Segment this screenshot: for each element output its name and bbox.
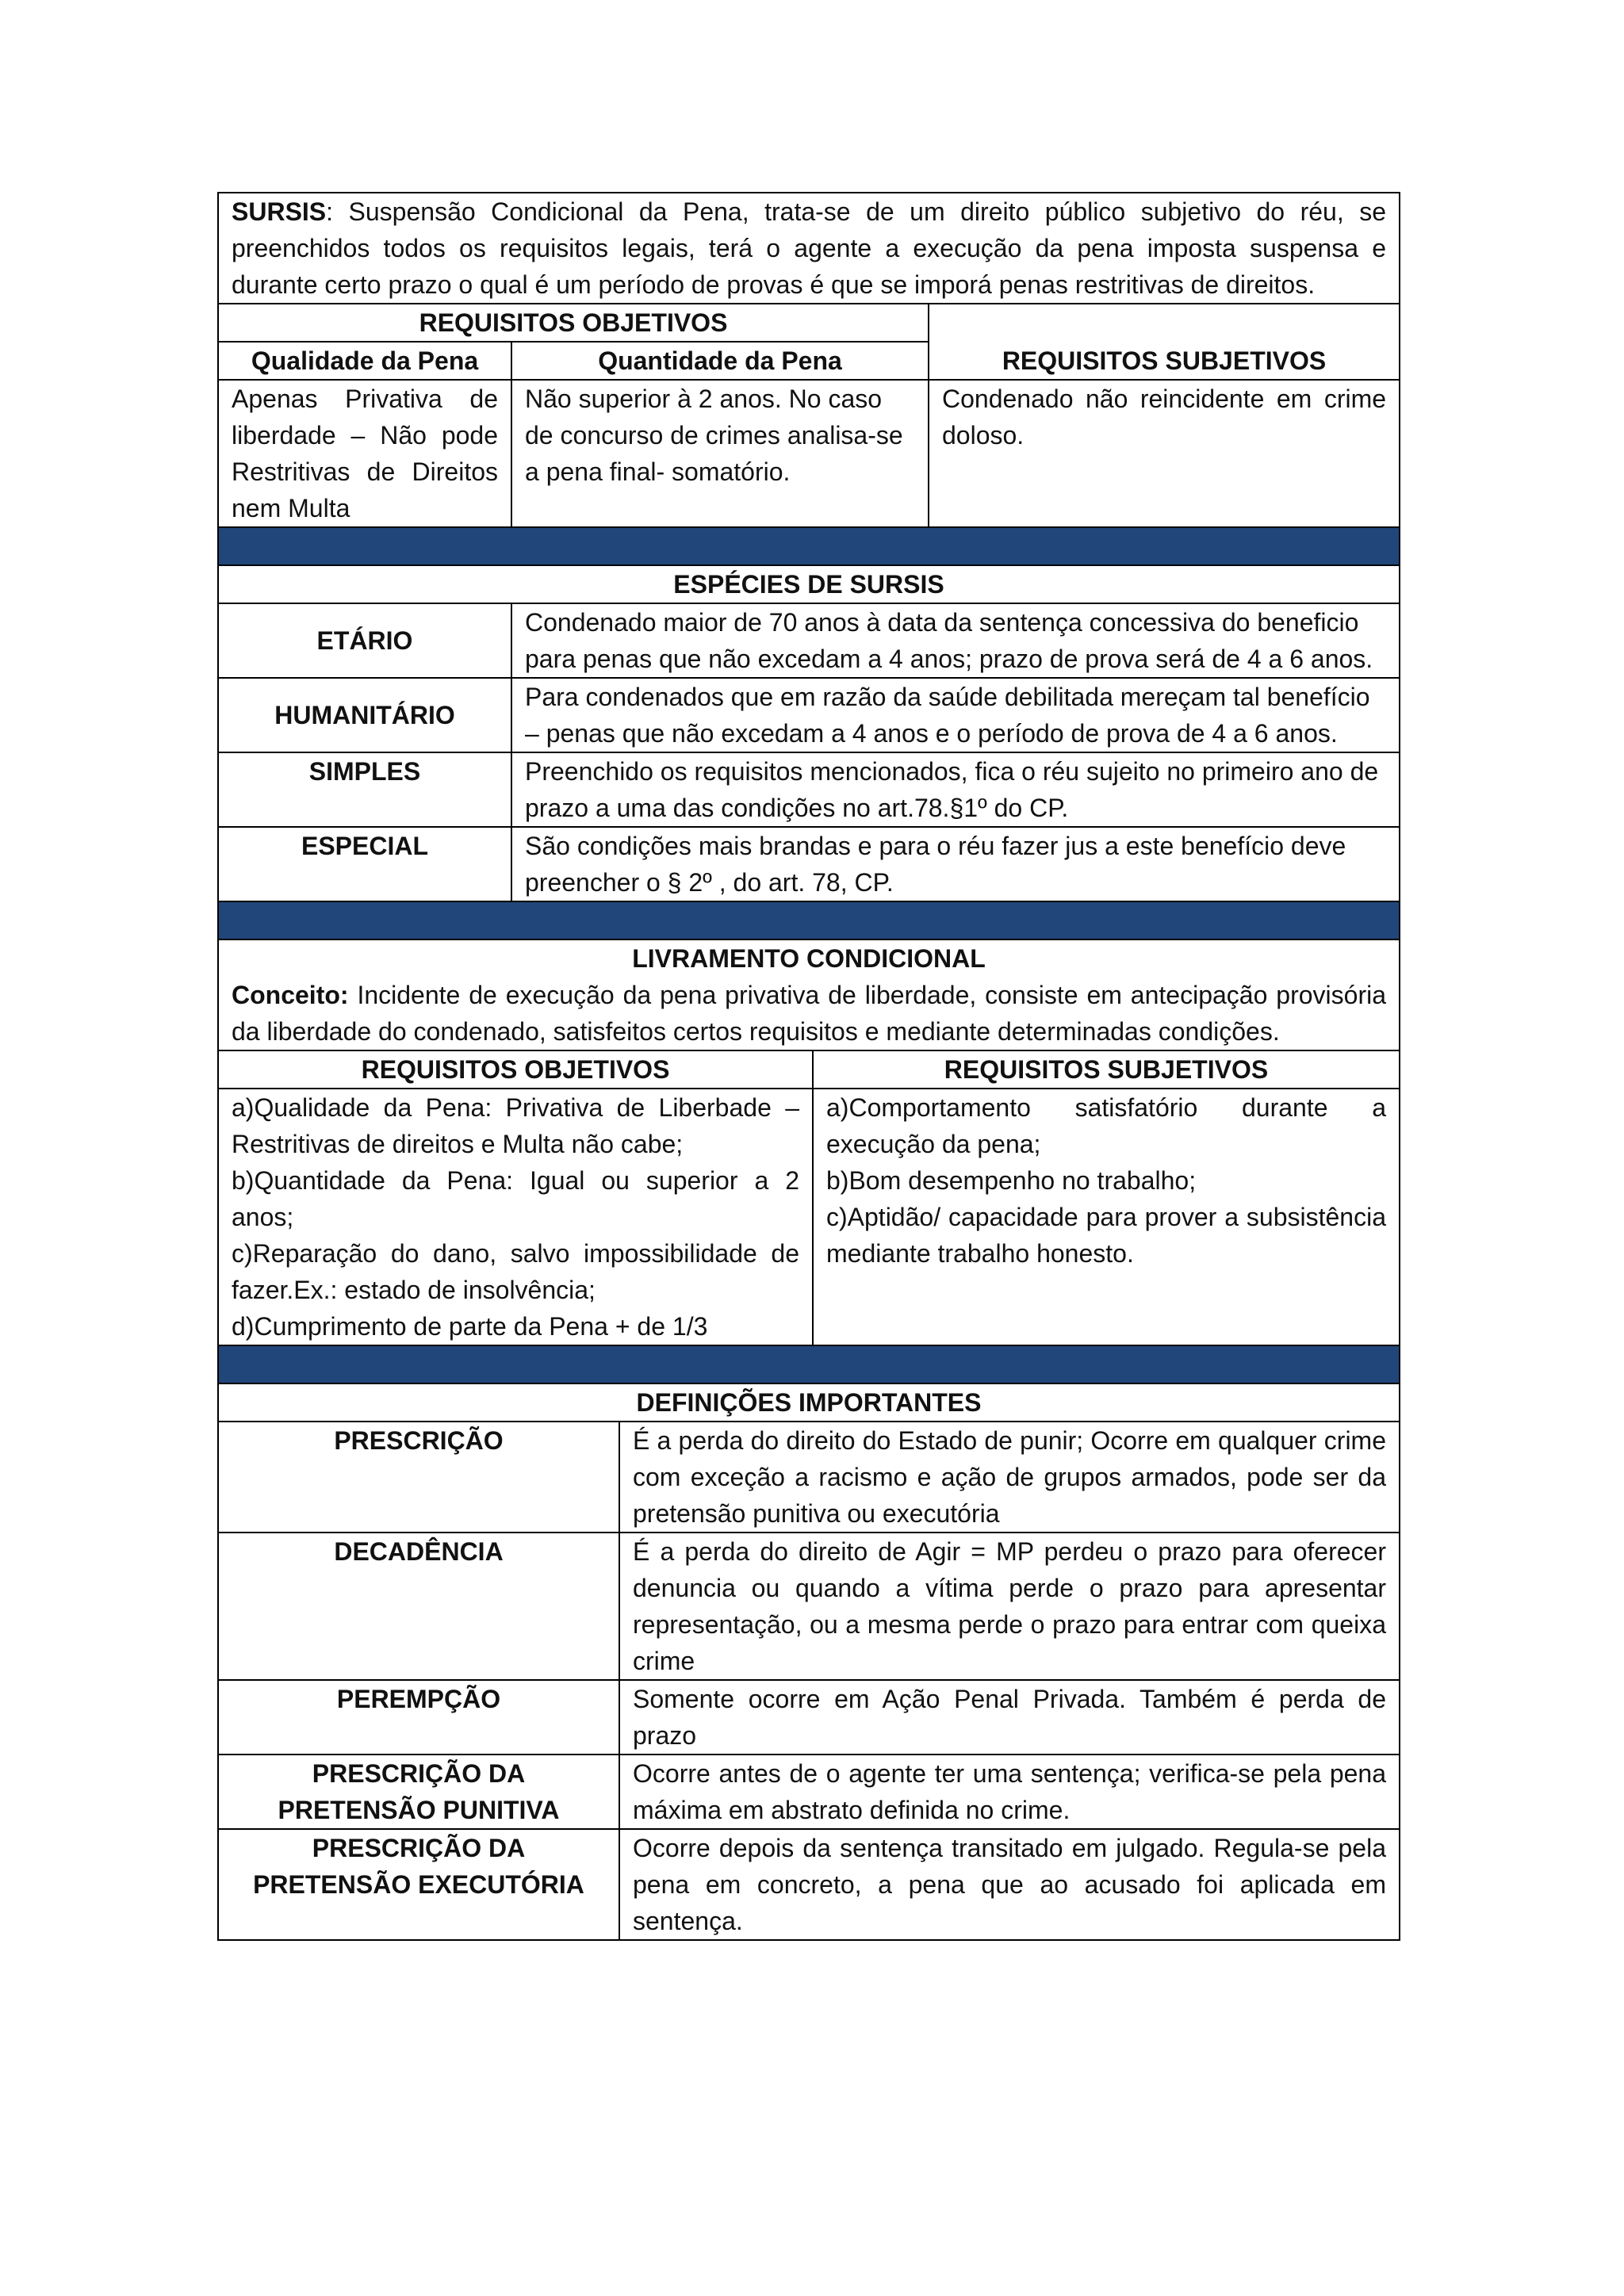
definitions-title: DEFINIÇÕES IMPORTANTES [218, 1383, 1400, 1422]
quantity-header: Quantidade da Pena [511, 342, 929, 380]
definition-text: É a perda do direito do Estado de punir; Ocorre em qualquer crime com exceção a racismo e ação de grupos armados, pode ser da pretensão punitiva ou executória [619, 1422, 1400, 1533]
definition-row [218, 1829, 1400, 1940]
definition-term: DECADÊNCIA [218, 1533, 619, 1680]
list-item: d)Cumprimento de parte da Pena + de 1/3 [232, 1312, 708, 1341]
definition-text: Ocorre antes de o agente ter uma sentença; verifica-se pela pena máxima em abstrato definida no crime. [619, 1755, 1400, 1829]
sursis-term: SURSIS [232, 197, 327, 226]
species-name: ETÁRIO [218, 603, 511, 678]
quality-text: Apenas Privativa de liberdade – Não pode Restritivas de Direitos nem Multa [218, 380, 511, 527]
list-item: a)Comportamento satisfatório durante a execução da pena; [826, 1093, 1386, 1158]
definition-row [218, 1422, 1400, 1533]
section-divider [218, 1345, 1400, 1383]
species-row [218, 752, 1400, 827]
definition-text: Somente ocorre em Ação Penal Privada. Também é perda de prazo [619, 1680, 1400, 1755]
species-name: ESPECIAL [218, 827, 511, 901]
definitions-table [217, 1345, 1400, 1941]
species-name: HUMANITÁRIO [218, 678, 511, 752]
livramento-subjective-list [813, 1089, 1400, 1345]
species-text: Para condenados que em razão da saúde debilitada mereçam tal benefício – penas que não excedam a 4 anos e o período de prova de 4 a 6 anos. [511, 678, 1400, 752]
section-divider [218, 901, 1400, 939]
livramento-table [217, 901, 1400, 1346]
sursis-definition [218, 193, 1400, 304]
subjective-requirements-header: REQUISITOS SUBJETIVOS [929, 304, 1400, 380]
concept-label: Conceito: [232, 981, 349, 1009]
definition-term: PRESCRIÇÃO DA PRETENSÃO EXECUTÓRIA [218, 1829, 619, 1940]
definition-term: PRESCRIÇÃO DA PRETENSÃO PUNITIVA [218, 1755, 619, 1829]
species-text: Preenchido os requisitos mencionados, fica o réu sujeito no primeiro ano de prazo a uma das condições no art.78.§1º do CP. [511, 752, 1400, 827]
definition-text: Ocorre depois da sentença transitado em julgado. Regula-se pela pena em concreto, a pena que ao acusado foi aplicada em sentença. [619, 1829, 1400, 1940]
list-item: b)Bom desempenho no trabalho; [826, 1166, 1197, 1195]
species-text: Condenado maior de 70 anos à data da sentença concessiva do beneficio para penas que não excedam a 4 anos; prazo de prova será de 4 a 6 anos. [511, 603, 1400, 678]
livramento-objective-header: REQUISITOS OBJETIVOS [218, 1050, 813, 1089]
livramento-title: LIVRAMENTO CONDICIONAL [632, 944, 986, 973]
list-item: c)Reparação do dano, salvo impossibilidade de fazer.Ex.: estado de insolvência; [232, 1239, 799, 1304]
definition-text: É a perda do direito de Agir = MP perdeu o prazo para oferecer denuncia ou quando a vítima perde o prazo para apresentar representação, ou a mesma perde o prazo para entrar com queixa crime [619, 1533, 1400, 1680]
definition-row [218, 1755, 1400, 1829]
summary-sheet [217, 192, 1399, 1941]
concept-text: Incidente de execução da pena privativa de liberdade, consiste em antecipação provisória da liberdade do condenado, satisfeitos certos requisitos e mediante determinadas condições. [232, 981, 1386, 1046]
species-name: SIMPLES [218, 752, 511, 827]
list-item: a)Qualidade da Pena: Privativa de Liberbade – Restritivas de direitos e Multa não cabe; [232, 1093, 799, 1158]
subjective-text: Condenado não reincidente em crime doloso. [929, 380, 1400, 527]
definition-term: PRESCRIÇÃO [218, 1422, 619, 1533]
list-item: b)Quantidade da Pena: Igual ou superior a 2 anos; [232, 1166, 799, 1231]
species-row [218, 603, 1400, 678]
livramento-subjective-header: REQUISITOS SUBJETIVOS [813, 1050, 1400, 1089]
livramento-concept [218, 939, 1400, 1050]
definition-row [218, 1533, 1400, 1680]
section-divider [218, 527, 1400, 565]
species-title: ESPÉCIES DE SURSIS [218, 565, 1400, 603]
list-item: c)Aptidão/ capacidade para prover a subsistência mediante trabalho honesto. [826, 1203, 1386, 1268]
species-text: São condições mais brandas e para o réu fazer jus a este benefício deve preencher o § 2º , do art. 78, CP. [511, 827, 1400, 901]
quantity-text: Não superior à 2 anos. No caso de concurso de crimes analisa-se a pena final- somatório. [511, 380, 929, 527]
species-table [217, 526, 1400, 902]
species-row [218, 678, 1400, 752]
quality-header: Qualidade da Pena [218, 342, 511, 380]
sursis-definition-text: : Suspensão Condicional da Pena, trata-se de um direito público subjetivo do réu, se preenchidos todos os requisitos legais, terá o agente a execução da pena imposta suspensa e durante certo prazo o qual é um período de provas é que se imporá penas restritivas de direitos. [232, 197, 1387, 299]
objective-requirements-header: REQUISITOS OBJETIVOS [218, 304, 929, 342]
livramento-objective-list [218, 1089, 813, 1345]
sursis-table [217, 192, 1400, 528]
definition-term: PEREMPÇÃO [218, 1680, 619, 1755]
definition-row [218, 1680, 1400, 1755]
species-row [218, 827, 1400, 901]
